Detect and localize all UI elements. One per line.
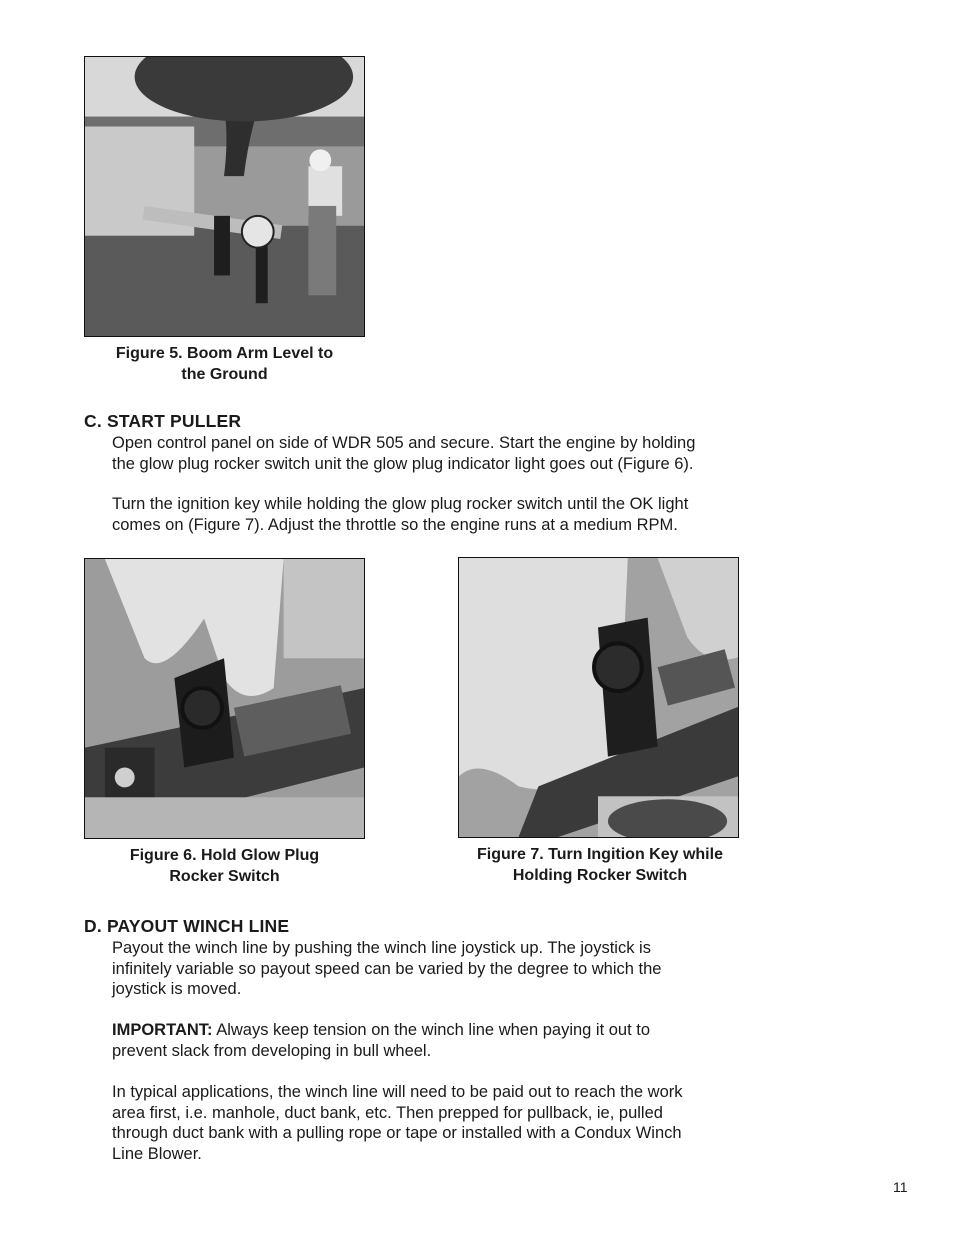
text-line: the glow plug rocker switch unit the glow plug indicator light goes out (Figure 6). [112, 454, 694, 473]
figure-5-caption-line-2: the Ground [181, 366, 268, 383]
important-label: IMPORTANT: [112, 1021, 213, 1039]
boom-arm-photo-illustration [85, 57, 364, 336]
figure-7-photo [458, 557, 739, 838]
section-c-paragraph-1 [112, 433, 695, 474]
text-line: joystick is moved. [112, 980, 242, 998]
figure-6-caption-line-2: Rocker Switch [169, 868, 280, 885]
text-line: In typical applications, the winch line will need to be paid out to reach the work [112, 1083, 683, 1101]
section-d-paragraph-3 [112, 1082, 683, 1164]
important-text: Always keep tension on the winch line when paying it out to [212, 1021, 651, 1039]
figure-7-caption-line-1: Figure 7. Turn Ingition Key while [477, 846, 723, 863]
glow-plug-photo-illustration [85, 559, 364, 838]
figure-6-caption-line-1: Figure 6. Hold Glow Plug [129, 847, 320, 864]
section-d-important-note [112, 1020, 650, 1061]
ignition-key-photo-illustration [459, 558, 738, 837]
text-line [112, 1020, 650, 1041]
text-line: Line Blower. [112, 1144, 202, 1163]
section-d-paragraph-1 [112, 938, 661, 1000]
figure-6-caption [84, 845, 365, 887]
text-line: prevent slack from developing in bull wheel. [112, 1041, 432, 1060]
text-line: comes on (Figure 7). Adjust the throttle so the engine runs at a medium RPM. [112, 515, 678, 534]
page-number: 11 [893, 1179, 908, 1195]
figure-7-caption-line-2: Holding Rocker Switch [512, 867, 688, 884]
text-line: area first, i.e. manhole, duct bank, etc. Then prepped for pullback, ie, pulled [112, 1103, 663, 1122]
text-line: Open control panel on side of WDR 505 and secure. Start the engine by holding [112, 434, 696, 452]
figure-7-caption [450, 844, 750, 886]
section-c-paragraph-2 [112, 494, 688, 535]
text-line: infinitely variable so payout speed can be varied by the degree to which the [112, 959, 662, 978]
text-line: Payout the winch line by pushing the winch line joystick up. The joystick is [112, 939, 651, 957]
section-d-heading: D. PAYOUT WINCH LINE [84, 916, 290, 936]
figure-5-photo [84, 56, 365, 337]
text-line: through duct bank with a pulling rope or tape or installed with a Condux Winch [112, 1124, 682, 1142]
text-line: Turn the ignition key while holding the glow plug rocker switch until the OK light [112, 495, 689, 513]
section-c-heading: C. START PULLER [84, 411, 242, 431]
figure-6-photo [84, 558, 365, 839]
figure-5-caption [84, 343, 365, 385]
figure-5-caption-line-1: Figure 5. Boom Arm Level to [115, 345, 334, 362]
